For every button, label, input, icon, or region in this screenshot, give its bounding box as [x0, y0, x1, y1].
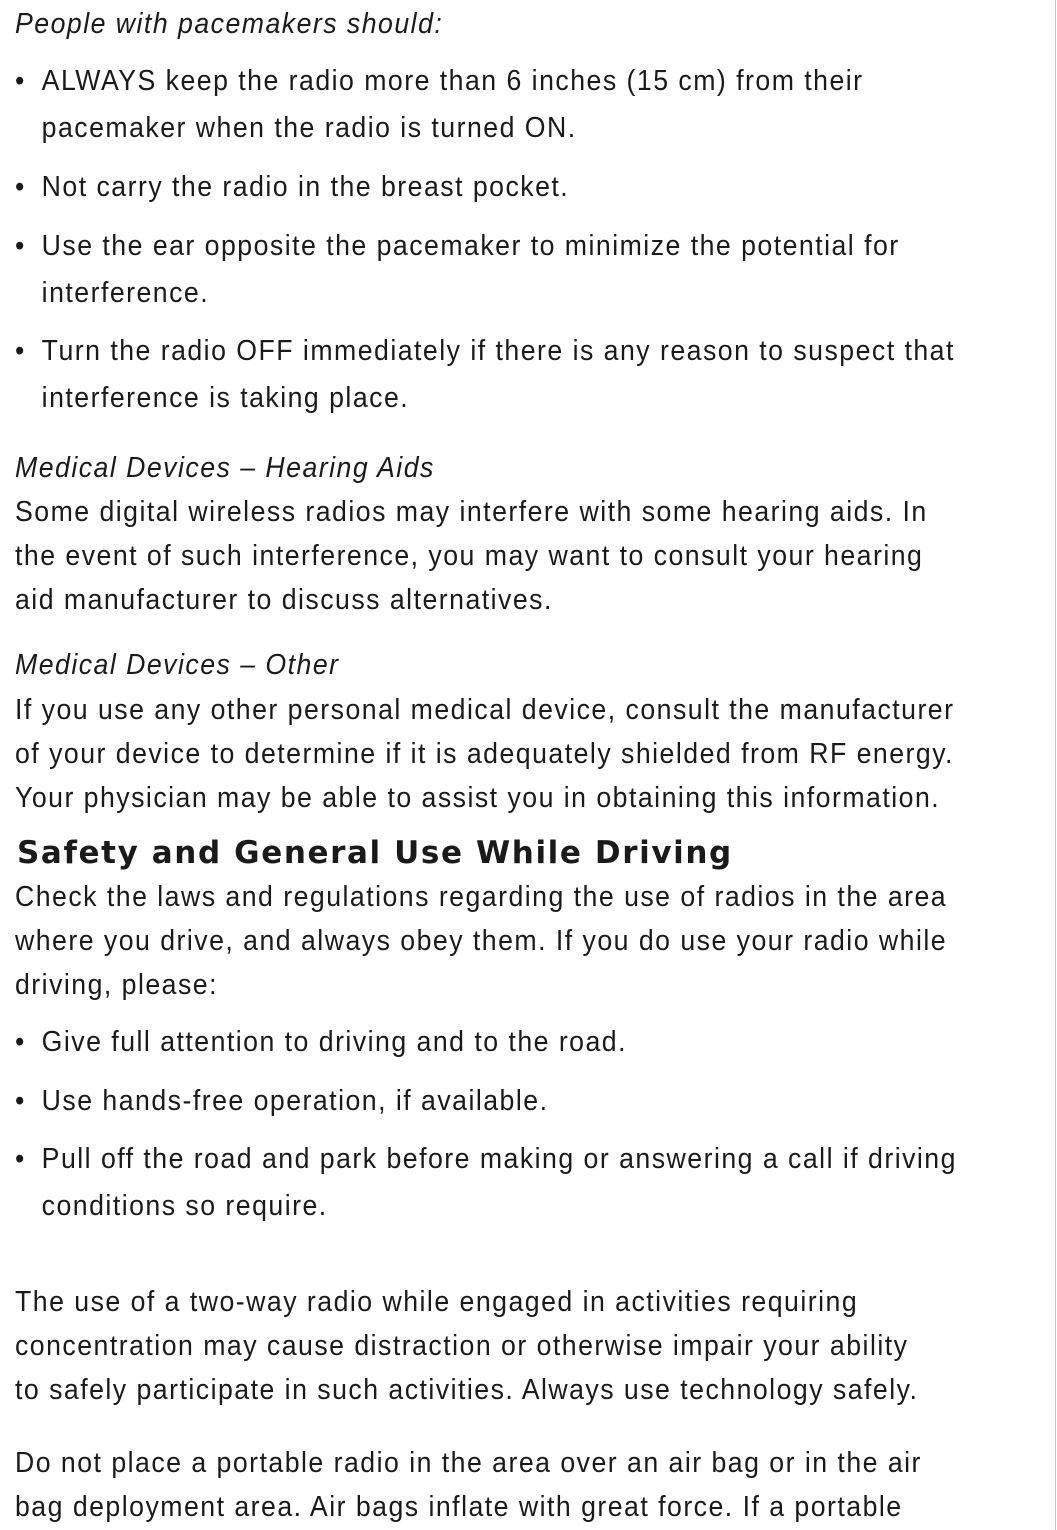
driving-line-1: Check the laws and regulations regarding the use of radios in the area — [15, 881, 948, 913]
bullet-icon: • — [15, 1085, 26, 1117]
bullet-text: Not carry the radio in the breast pocket. — [41, 171, 570, 203]
bullet-icon: • — [15, 65, 26, 97]
bullet-text: Use hands-free operation, if available. — [41, 1085, 549, 1117]
bullet-text: Turn the radio OFF immediately if there is any reason to suspect that — [41, 335, 955, 367]
pacemaker-bullet-2 — [15, 164, 569, 211]
bullet-icon: • — [15, 171, 26, 203]
other-devices-line-3: Your physician may be able to assist you in obtaining this information. — [15, 782, 941, 814]
bullet-icon: • — [15, 1026, 26, 1058]
bullet-icon: • — [15, 335, 26, 367]
pacemakers-intro: People with pacemakers should: — [15, 8, 444, 40]
driving-line-2: where you drive, and always obey them. If you do use your radio while — [15, 925, 948, 957]
page-edge-line — [1055, 0, 1056, 1530]
air-bag-line-2: bag deployment area. Air bags inflate with great force. If a portable — [15, 1491, 903, 1523]
two-way-line-3: to safely participate in such activities. Always use technology safely. — [15, 1374, 919, 1406]
two-way-line-1: The use of a two-way radio while engaged in activities requiring — [15, 1286, 859, 1318]
hearing-aids-title: Medical Devices – Hearing Aids — [15, 452, 435, 484]
other-devices-line-2: of your device to determine if it is adequately shielded from RF energy. — [15, 738, 954, 770]
hearing-aids-line-2: the event of such interference, you may want to consult your hearing — [15, 540, 924, 572]
pacemaker-bullet-1 — [15, 58, 864, 152]
bullet-text: Give full attention to driving and to the road. — [41, 1026, 628, 1058]
bullet-icon: • — [15, 230, 26, 262]
driving-bullet-2 — [15, 1078, 548, 1125]
bullet-text: Use the ear opposite the pacemaker to minimize the potential for — [41, 230, 900, 262]
bullet-text-continued: interference is taking place. — [41, 382, 410, 414]
other-devices-line-1: If you use any other personal medical device, consult the manufacturer — [15, 694, 955, 726]
driving-bullet-1 — [15, 1019, 627, 1066]
driving-heading: Safety and General Use While Driving — [17, 835, 733, 871]
pacemaker-bullet-3 — [15, 223, 900, 317]
two-way-line-2: concentration may cause distraction or otherwise impair your ability — [15, 1330, 909, 1362]
hearing-aids-line-1: Some digital wireless radios may interfere with some hearing aids. In — [15, 496, 928, 528]
hearing-aids-line-3: aid manufacturer to discuss alternatives. — [15, 584, 553, 616]
bullet-icon: • — [15, 1143, 26, 1175]
driving-bullet-3 — [15, 1136, 957, 1230]
bullet-text-continued: conditions so require. — [41, 1190, 328, 1222]
bullet-text: ALWAYS keep the radio more than 6 inches (15 cm) from their — [41, 65, 864, 97]
driving-line-3: driving, please: — [15, 969, 219, 1001]
bullet-text-continued: pacemaker when the radio is turned ON. — [41, 112, 577, 144]
pacemaker-bullet-4 — [15, 328, 955, 422]
air-bag-line-1: Do not place a portable radio in the area over an air bag or in the air — [15, 1447, 922, 1479]
other-devices-title: Medical Devices – Other — [15, 649, 340, 681]
bullet-text-continued: interference. — [41, 277, 210, 309]
bullet-text: Pull off the road and park before making or answering a call if driving — [41, 1143, 957, 1175]
